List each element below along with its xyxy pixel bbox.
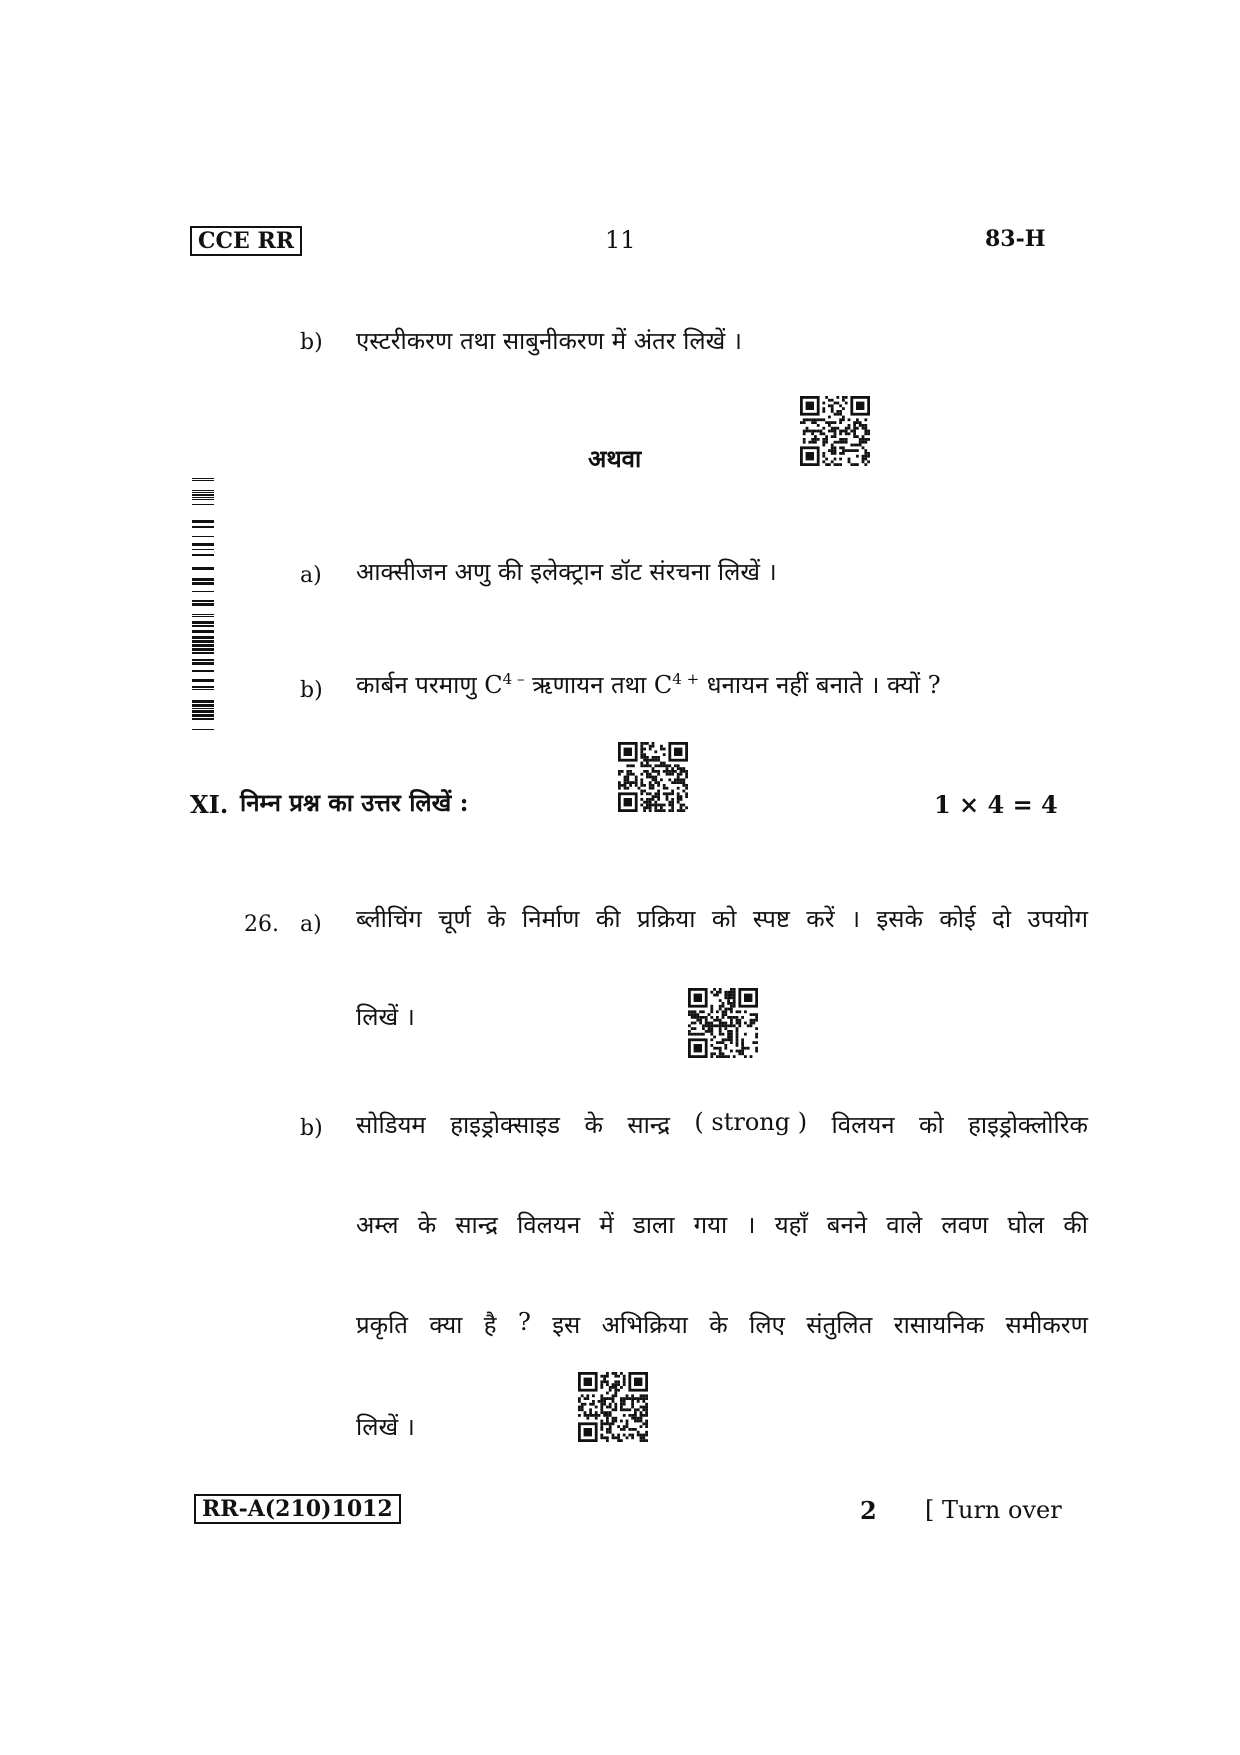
word: वाले [886,1211,923,1239]
word: लिए [749,1311,785,1339]
question-line [356,1308,1088,1341]
word: प्रक्रिया [636,905,696,933]
superscript-charge: 4 – [502,670,525,688]
question-line [356,902,1088,935]
section-title: निम्न प्रश्न का उत्तर लिखें : [240,788,469,817]
word: अभिक्रिया [601,1311,688,1339]
word: चूर्ण [438,905,471,933]
word: ? [517,1308,531,1336]
question-text: आक्सीजन अणु की इलेक्ट्रान डॉट संरचना लिखें । [356,558,777,586]
word: की [595,905,621,933]
word: । [850,905,861,933]
word: हाइड्रोक्साइड [450,1111,561,1139]
word: कोई [939,905,976,933]
word: दो [992,905,1012,933]
word: अम्ल [356,1211,399,1239]
word: ( strong ) [694,1108,808,1136]
word: की [1063,1211,1088,1239]
question-label: b) [300,330,323,355]
word: के [584,1111,603,1139]
footer-page-number: 2 [860,1496,877,1525]
question-number: 26. [244,912,279,937]
question-line [356,1108,1088,1141]
word: लवण [941,1211,989,1239]
word: बनने [826,1211,868,1239]
qr-code-icon [578,1372,648,1442]
word: संतुलित [806,1311,873,1339]
word: क्या [429,1311,463,1339]
superscript-charge: 4 + [672,670,700,688]
section-marks: 1 × 4 = 4 [934,790,1058,819]
question-label: b) [300,1116,323,1141]
word: विलयन [517,1211,581,1239]
paper-code: 83-H [985,226,1046,252]
word: हाइड्रोक्लोरिक [968,1111,1088,1139]
question-label: a) [300,912,322,937]
word: गया [693,1211,728,1239]
word: इसके [876,905,923,933]
word: को [711,905,737,933]
word: सान्द्र [627,1111,670,1139]
word: ब्लीचिंग [356,905,422,933]
question-line: लिखें । [356,1003,415,1031]
paper-series-code: CCE RR [190,226,302,256]
text-segment: ऋणायन तथा C [532,671,673,699]
word: घोल [1007,1211,1045,1239]
word: सोडियम [356,1111,426,1139]
word: है [483,1311,497,1339]
turn-over-text: [ Turn over [925,1496,1062,1524]
word: के [417,1211,437,1239]
footer-code: RR-A(210)1012 [194,1494,401,1524]
word: निर्माण [522,905,580,933]
qr-code-icon [800,396,870,466]
text-segment: कार्बन परमाणु C [356,671,503,699]
word: विलयन [831,1111,895,1139]
word: डाला [632,1211,675,1239]
barcode-icon [192,470,214,730]
word: के [709,1311,728,1339]
word: सान्द्र [455,1211,498,1239]
word: यहाँ [774,1211,808,1239]
question-line [356,1208,1088,1241]
qr-code-icon [618,742,688,812]
section-number: XI. [190,790,229,819]
word: को [919,1111,944,1139]
question-line: लिखें । [356,1413,415,1441]
question-label: b) [300,678,323,703]
word: प्रकृति [356,1311,408,1339]
word: रासायनिक [893,1311,985,1339]
text-segment: धनायन नहीं बनाते । क्यों ? [706,671,941,699]
word: । [746,1211,756,1239]
word: समीकरण [1005,1311,1088,1339]
question-label: a) [300,563,322,588]
word: के [487,905,506,933]
page-number: 11 [605,226,636,254]
word: करें [806,905,835,933]
question-text: एस्टरीकरण तथा साबुनीकरण में अंतर लिखें । [356,327,743,355]
word: में [599,1211,614,1239]
word: इस [552,1311,581,1339]
qr-code-icon [688,988,758,1058]
question-text [356,668,941,701]
or-separator: अथवा [588,444,642,473]
word: उपयोग [1027,905,1088,933]
word: स्पष्ट [752,905,790,933]
